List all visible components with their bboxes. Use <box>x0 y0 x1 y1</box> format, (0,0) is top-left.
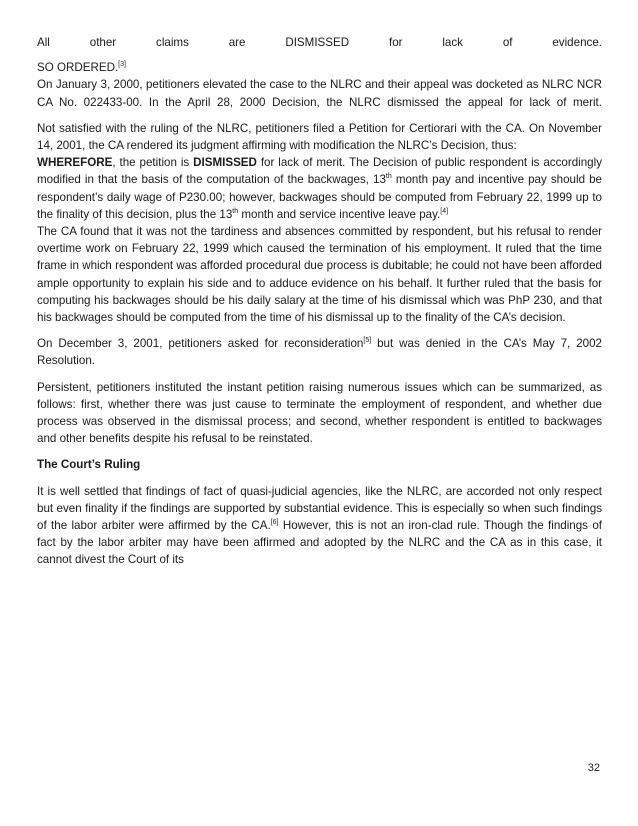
footnote-ref-3[interactable]: [3] <box>118 61 126 69</box>
reconsideration-text-1: On December 3, 2001, petitioners asked for reconsideration <box>37 337 364 351</box>
wherefore-text-3: month pay and incentive pay should be respondent’s daily wage of P230.00; however, backwages should be computed from February 22, 1999 up to the finality of this decision, plus the 13 <box>37 173 602 221</box>
paragraph-wherefore <box>37 154 602 223</box>
dismissed-line: All other claims are DISMISSED for lack of evidence. <box>37 36 602 49</box>
paragraph-reconsideration <box>37 335 602 369</box>
dismissed-word: DISMISSED <box>193 156 257 170</box>
footnote-ref-4[interactable]: [4] <box>440 207 449 215</box>
wherefore-text-4: month and service incentive leave pay. <box>238 207 441 221</box>
footnote-ref-5[interactable]: [5] <box>363 337 372 345</box>
wherefore-word: WHEREFORE <box>37 156 113 170</box>
paragraph-ruling <box>37 483 602 569</box>
paragraph-ca-found: The CA found that it was not the tardiness and absences committed by respondent, but his refusal to render overtime work on February 22, 1999 which caused the termination of his employment. It ruled that the time frame in which respondent was afforded procedural due process is dubitable; he could not have been afforded ample opportunity to explain his side and to adduce evidence on his behalf. It further ruled that the basis for computing his backwages should be his daily salary at the time of his dismissal which was PhP 230, and that his backwages should be computed from the time of his dismissal up to the finality of the CA’s decision. <box>37 225 602 325</box>
ruling-text-2: However, this is not an iron-clad rule. Though the findings of fact by the labor arbiter may have been affirmed and adopted by the NLRC and the CA as in this case, it cannot divest the Court of its <box>37 519 602 567</box>
so-ordered <box>37 59 602 76</box>
superscript-th-1: th <box>385 173 392 181</box>
document-page <box>37 34 602 569</box>
paragraph-ca-petition: Not satisfied with the ruling of the NLRC, petitioners filed a Petition for Certiorari with the CA. On November 14, 2001, the CA rendered its judgment affirming with modification the NLRC’s Decision, thus: <box>37 121 602 153</box>
paragraph-persistent: Persistent, petitioners instituted the instant petition raising numerous issues which can be summarized, as follows: first, whether there was just cause to terminate the employment of respondent, and whether due process was observed in the dismissal process; and second, whether respondent is entitled to backwages and other benefits despite his refusal to be reinstated. <box>37 380 602 446</box>
paragraph-nlrc-appeal: On January 3, 2000, petitioners elevated the case to the NLRC and their appeal was docketed as NLRC NCR CA No. 022433-00. In the April 28, 2000 Decision, the NLRC dismissed the appeal for lack of merit. <box>37 78 602 109</box>
ruling-text-1: It is well settled that findings of fact of quasi-judicial agencies, like the NLRC, are accorded not only respect but even finality if the findings are supported by substantial evidence. This is especially so when such findings of the labor arbiter were affirmed by the CA. <box>37 484 602 533</box>
wherefore-text-2: for lack of merit. The Decision of public respondent is accordingly modified in that the basis of the computation of the backwages, 13 <box>37 156 603 187</box>
page-number: 32 <box>587 762 600 774</box>
superscript-th-2: th <box>232 207 239 215</box>
wherefore-text-1: , the petition is <box>112 156 194 170</box>
reconsideration-text-2: but was denied in the CA’s May 7, 2002 Resolution. <box>37 337 603 368</box>
footnote-ref-6[interactable]: [6] <box>270 519 279 527</box>
so-ordered-text: SO ORDERED. <box>37 61 119 75</box>
heading-courts-ruling: The Court’s Ruling <box>37 458 141 472</box>
